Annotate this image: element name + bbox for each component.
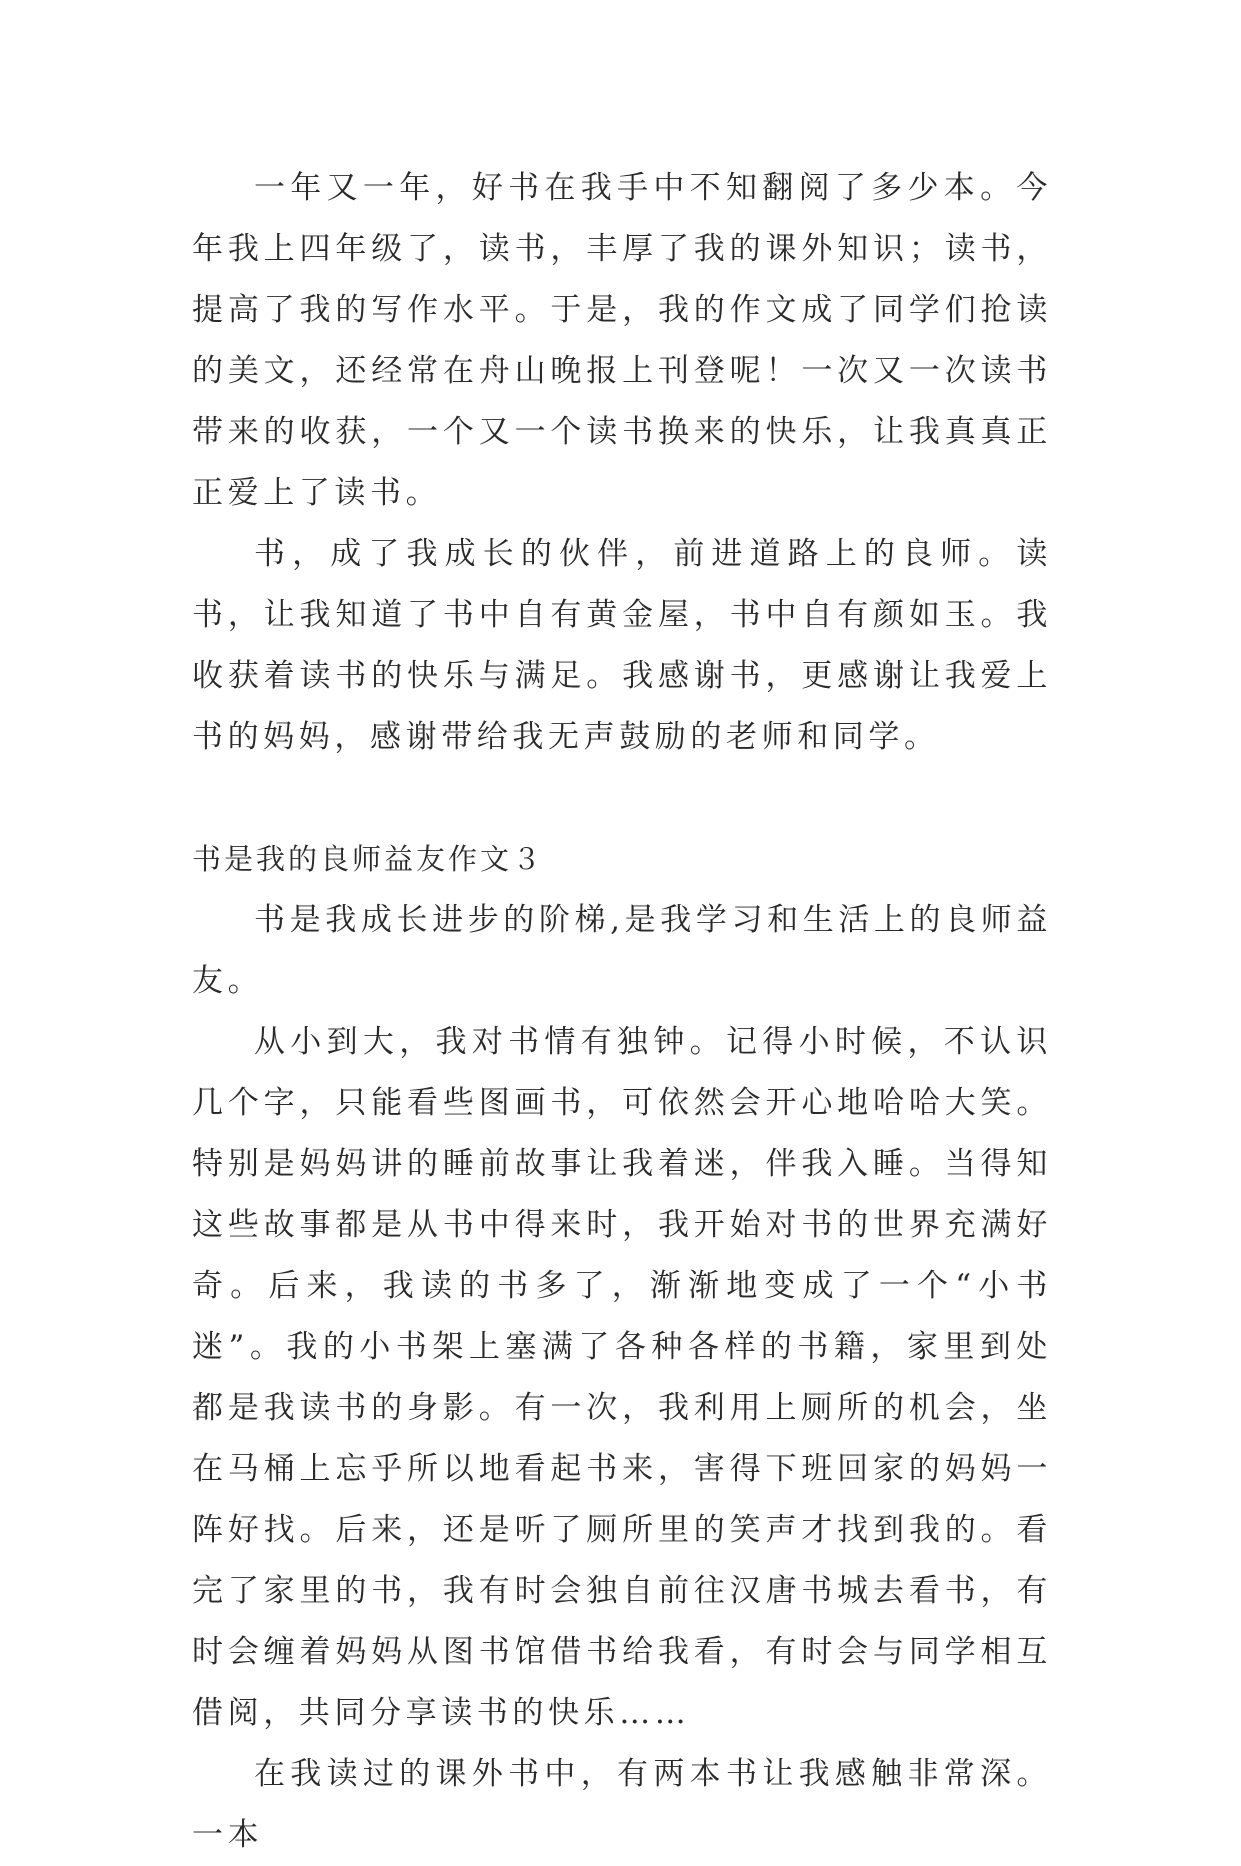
document-page [192,158,1052,1866]
paragraph-childhood: 从小到大，我对书情有独钟。记得小时候，不认识几个字，只能看些图画书，可依然会开心地哈哈大笑。特别是妈妈讲的睡前故事让我着迷，伴我入睡。当得知这些故事都是从书中得来时，我开始对书的世界充满好奇。后来，我读的书多了，渐渐地变成了一个“小书迷”。我的小书架上塞满了各种各样的书籍，家里到处都是我读书的身影。有一次，我利用上厕所的机会，坐在马桶上忘乎所以地看起书来，害得下班回家的妈妈一阵好找。后来，还是听了厕所里的笑声才找到我的。看完了家里的书，我有时会独自前往汉唐书城去看书，有时会缠着妈妈从图书馆借书给我看，有时会与同学相互借阅，共同分享读书的快乐…… [192,1024,1052,1731]
paragraph-book-companion: 书，成了我成长的伙伴，前进道路上的良师。读书，让我知道了书中自有黄金屋，书中自有颜如玉。我收获着读书的快乐与满足。我感谢书，更感谢让我爱上书的妈妈，感谢带给我无声鼓励的老师和同学。 [192,536,1052,755]
paragraph-intro: 书是我成长进步的阶梯,是我学习和生活上的良师益友。 [192,902,1052,999]
section-title: 书是我的良师益友作文３ [192,842,545,876]
paragraph-reading-harvest: 一年又一年，好书在我手中不知翻阅了多少本。今年我上四年级了，读书，丰厚了我的课外知识；读书，提高了我的写作水平。于是，我的作文成了同学们抢读的美文，还经常在舟山晚报上刊登呢！一次又一次读书带来的收获，一个又一个读书换来的快乐，让我真真正正爱上了读书。 [192,170,1052,511]
paragraph-two-books: 在我读过的课外书中，有两本书让我感触非常深。一本 [192,1756,1052,1853]
